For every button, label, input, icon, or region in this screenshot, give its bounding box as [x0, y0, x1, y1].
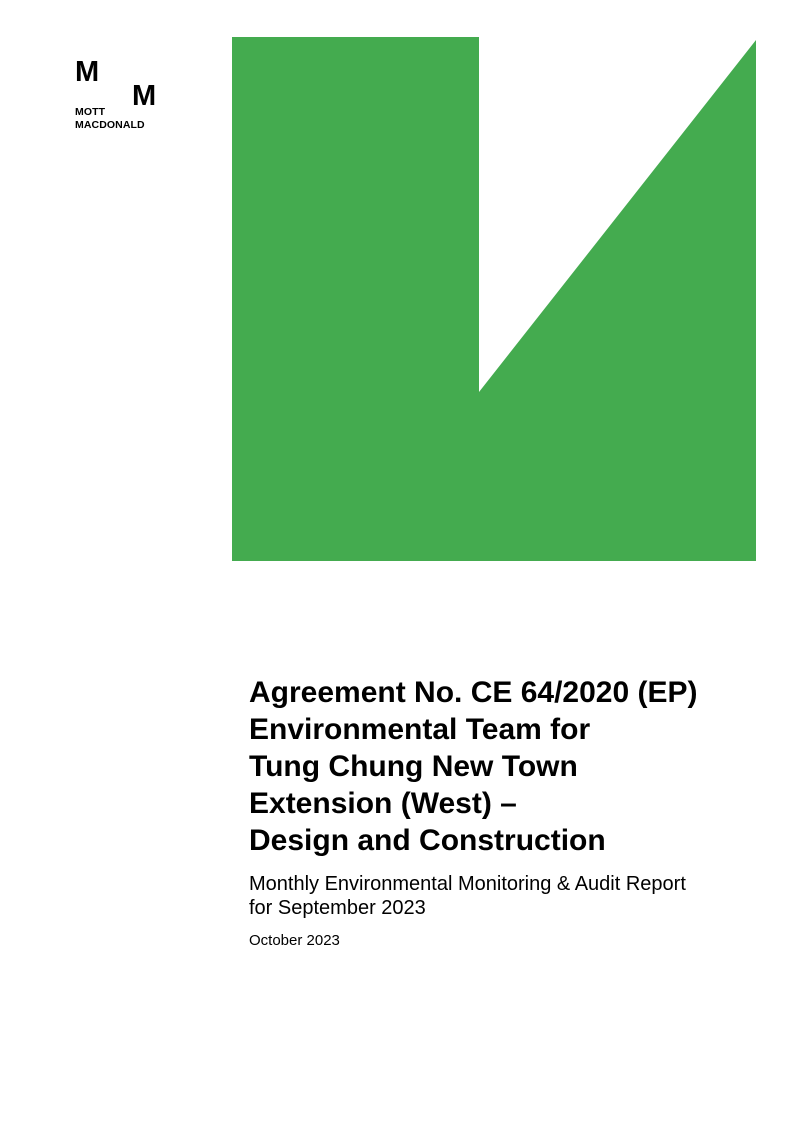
logo-wordmark-line1: MOTT	[75, 106, 106, 118]
subtitle-line-1: Monthly Environmental Monitoring & Audit Report	[249, 873, 686, 895]
title-line-5: Design and Construction	[249, 824, 606, 857]
report-subtitle	[249, 872, 769, 920]
title-line-2: Environmental Team for	[249, 713, 591, 746]
green-check-shape-icon	[232, 37, 756, 561]
logo-wordmark-line2: MACDONALD	[75, 119, 145, 131]
logo-mark-left: M	[75, 56, 100, 88]
title-line-1: Agreement No. CE 64/2020 (EP)	[249, 676, 698, 709]
report-date: October 2023	[249, 932, 340, 949]
title-line-4: Extension (West) –	[249, 787, 517, 820]
title-line-3: Tung Chung New Town	[249, 750, 578, 783]
report-title	[249, 674, 769, 859]
logo-mark-right: M	[132, 80, 157, 112]
subtitle-line-2: for September 2023	[249, 897, 426, 919]
mott-macdonald-logo	[75, 58, 165, 133]
cover-graphic-shape	[232, 37, 756, 561]
